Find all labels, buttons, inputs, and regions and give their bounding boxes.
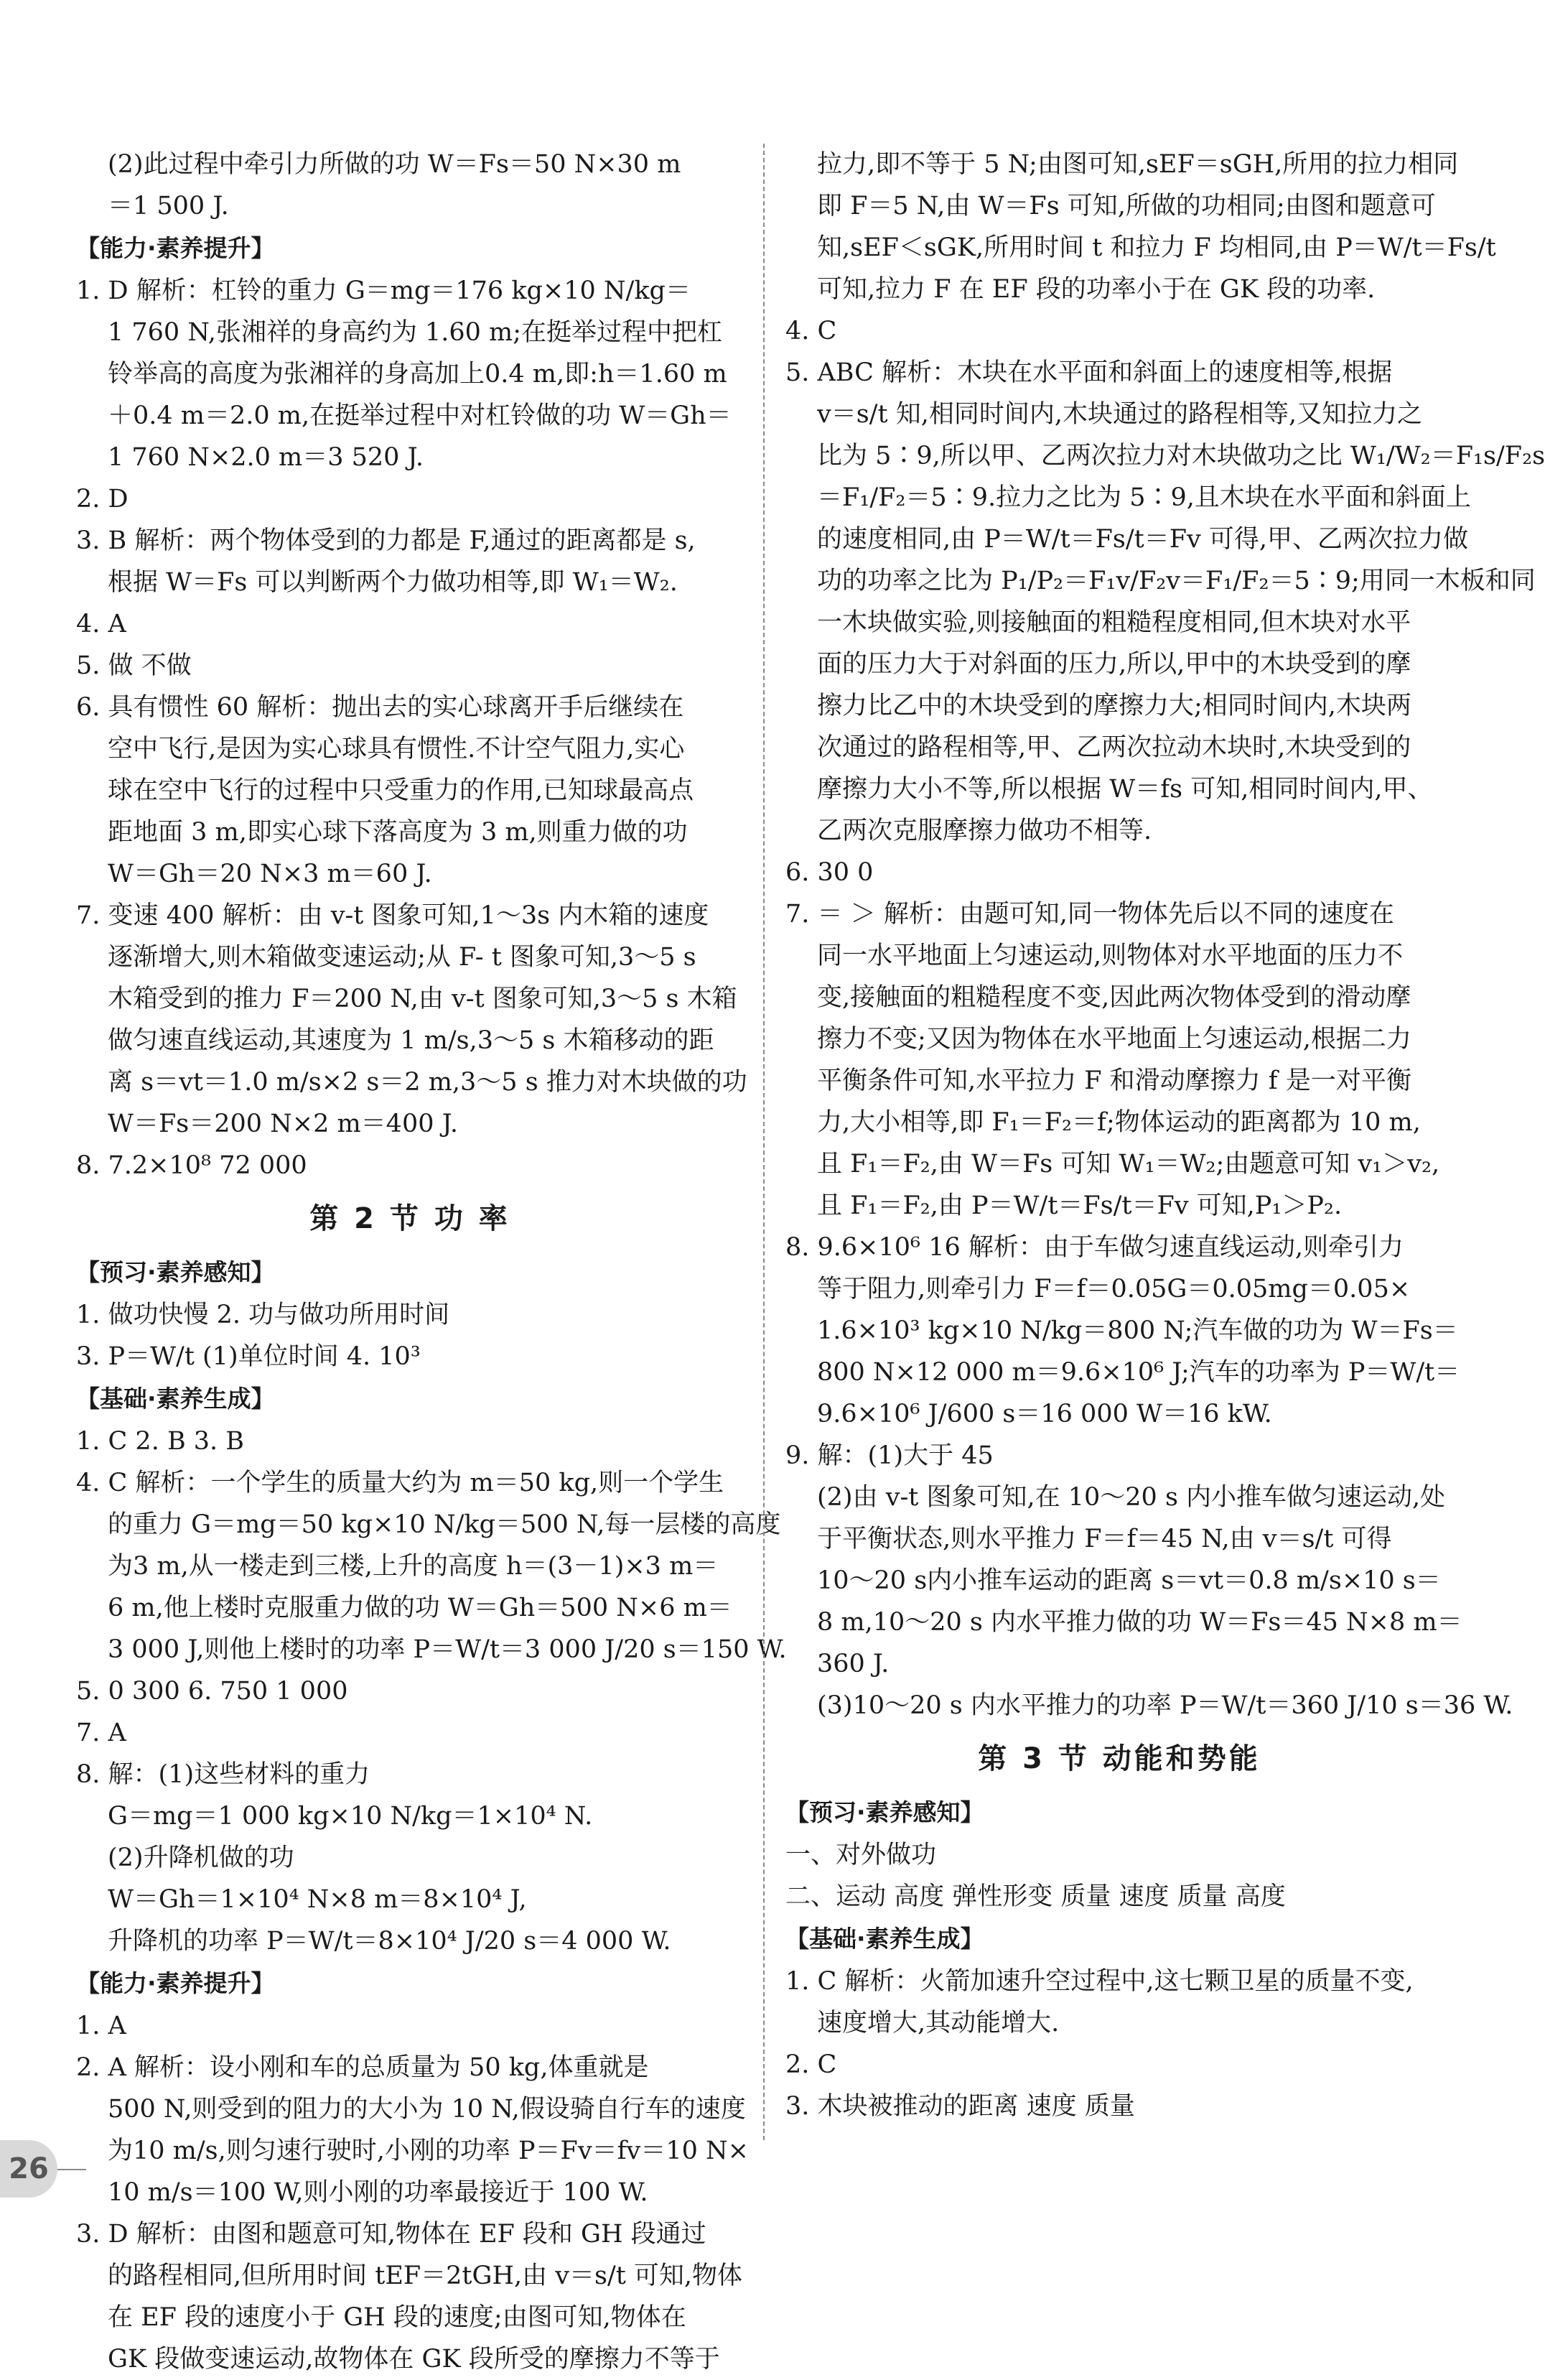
answer-line: 空中飞行,是因为实心球具有惯性.不计空气阻力,实心	[108, 735, 685, 763]
answer-line: 的路程相同,但所用时间 tEF＝2tGH,由 v＝s/t 可知,物体	[108, 2262, 743, 2290]
answer-line: 4. A	[76, 610, 126, 638]
answer-line: 4. C 解析：一个学生的质量大约为 m＝50 kg,则一个学生	[76, 1469, 724, 1497]
answer-line: 7. ＝ ＞ 解析：由题可知,同一物体先后以不同的速度在	[785, 900, 1394, 929]
answer-line: 可知,拉力 F 在 EF 段的功率小于在 GK 段的功率.	[817, 275, 1376, 304]
answer-line: 且 F₁＝F₂,由 P＝W/t＝Fs/t＝Fv 可知,P₁＞P₂.	[817, 1191, 1343, 1220]
answer-line: 为3 m,从一楼走到三楼,上升的高度 h＝(3－1)×3 m＝	[108, 1552, 719, 1581]
answer-line: 6 m,他上楼时克服重力做的功 W＝Gh＝500 N×6 m＝	[108, 1594, 732, 1622]
answer-line: 力,大小相等,即 F₁＝F₂＝f;物体运动的距离都为 10 m,	[817, 1108, 1421, 1137]
answer-line: 次通过的路程相等,甲、乙两次拉动木块时,木块受到的	[817, 733, 1411, 762]
answer-line: 功的功率之比为 P₁/P₂＝F₁v/F₂v＝F₁/F₂＝5∶9;用同一木板和同	[817, 567, 1536, 595]
answer-line: 1. 做功快慢 2. 功与做功所用时间	[76, 1301, 450, 1329]
answer-line: 5. 0 300 6. 750 1 000	[76, 1677, 348, 1706]
answer-line: 二、运动 高度 弹性形变 质量 速度 质量 高度	[785, 1882, 1286, 1911]
answer-line: 于平衡状态,则水平推力 F＝f＝45 N,由 v＝s/t 可得	[817, 1525, 1392, 1553]
left-column	[76, 144, 787, 2380]
answer-line: 平衡条件可知,水平拉力 F 和滑动摩擦力 f 是一对平衡	[817, 1066, 1411, 1095]
answer-line: 8. 9.6×10⁶ 16 解析：由于车做匀速直线运动,则牵引力	[785, 1233, 1404, 1262]
section-heading: 【基础·素养生成】	[76, 1385, 275, 1413]
answer-line: 1. C 解析：火箭加速升空过程中,这七颗卫星的质量不变,	[785, 1967, 1414, 1996]
answer-line: 球在空中飞行的过程中只受重力的作用,已知球最高点	[108, 776, 694, 805]
page-number: 26	[0, 2140, 57, 2198]
answer-line: 乙两次克服摩擦力做功不相等.	[817, 817, 1152, 845]
answer-line: 根据 W＝Fs 可以判断两个力做功相等,即 W₁＝W₂.	[108, 568, 678, 597]
section-title: 第 3 节 动能和势能	[978, 1742, 1261, 1775]
answer-line: 比为 5∶9,所以甲、乙两次拉力对木块做功之比 W₁/W₂＝F₁s/F₂s	[817, 442, 1545, 470]
answer-line: 1 760 N,张湘祥的身高约为 1.60 m;在挺举过程中把杠	[108, 318, 722, 347]
answer-line: (2)此过程中牵引力所做的功 W＝Fs＝50 N×30 m	[108, 150, 681, 179]
answer-line: 知,sEF＜sGK,所用时间 t 和拉力 F 均相同,由 P＝W/t＝Fs/t	[817, 233, 1496, 262]
section-title: 第 2 节 功 率	[309, 1202, 510, 1235]
answer-line: 逐渐增大,则木箱做变速运动;从 F- t 图象可知,3～5 s	[108, 943, 696, 972]
answer-line: 等于阻力,则牵引力 F＝f＝0.05G＝0.05mg＝0.05×	[817, 1275, 1411, 1303]
answer-line: 离 s＝vt＝1.0 m/s×2 s＝2 m,3～5 s 推力对木块做的功	[108, 1068, 747, 1097]
answer-line: 木箱受到的推力 F＝200 N,由 v-t 图象可知,3～5 s 木箱	[108, 985, 737, 1013]
answer-line: 4. C	[785, 317, 837, 345]
answer-line: 1 760 N×2.0 m＝3 520 J.	[108, 443, 424, 472]
answer-line: W＝Gh＝20 N×3 m＝60 J.	[108, 860, 432, 888]
answer-line: 擦力不变;又因为物体在水平地面上匀速运动,根据二力	[817, 1025, 1411, 1054]
answer-line: 3. B 解析：两个物体受到的力都是 F,通过的距离都是 s,	[76, 526, 696, 555]
answer-line: 即 F＝5 N,由 W＝Fs 可知,所做的功相同;由图和题意可	[817, 192, 1436, 220]
answer-line: 2. A 解析：设小刚和车的总质量为 50 kg,体重就是	[76, 2053, 649, 2082]
answer-line: 10 m/s＝100 W,则小刚的功率最接近于 100 W.	[108, 2178, 648, 2207]
answer-line: 9. 解：(1)大于 45	[785, 1441, 994, 1470]
answer-line: 速度增大,其动能增大.	[817, 2009, 1060, 2037]
answer-line: 3. D 解析：由图和题意可知,物体在 EF 段和 GH 段通过	[76, 2220, 706, 2249]
section-heading: 【能力·素养提升】	[76, 234, 275, 262]
answer-line: 2. C	[785, 2050, 837, 2079]
answer-line: 的重力 G＝mg＝50 kg×10 N/kg＝500 N,每一层楼的高度	[108, 1510, 781, 1539]
answer-line: (2)升降机做的功	[108, 1844, 294, 1872]
answer-line: 1. D 解析：杠铃的重力 G＝mg＝176 kg×10 N/kg＝	[76, 276, 691, 305]
answer-line: 6. 具有惯性 60 解析：抛出去的实心球离开手后继续在	[76, 693, 684, 722]
answer-line: 擦力比乙中的木块受到的摩擦力大;相同时间内,木块两	[817, 692, 1411, 720]
answer-line: (2)由 v-t 图象可知,在 10～20 s 内小推车做匀速运动,处	[817, 1483, 1446, 1512]
answer-line: 1. C 2. B 3. B	[76, 1427, 245, 1456]
answer-line: 铃举高的高度为张湘祥的身高加上0.4 m,即:h＝1.60 m	[108, 360, 727, 389]
section-heading: 【预习·素养感知】	[785, 1798, 984, 1826]
answer-line: 8 m,10～20 s 内水平推力做的功 W＝Fs＝45 N×8 m＝	[817, 1608, 1462, 1637]
answer-line: GK 段做变速运动,故物体在 GK 段所受的摩擦力不等于	[108, 2345, 720, 2374]
answer-line: 做匀速直线运动,其速度为 1 m/s,3～5 s 木箱移动的距	[108, 1026, 714, 1055]
answer-line: G＝mg＝1 000 kg×10 N/kg＝1×10⁴ N.	[108, 1802, 593, 1831]
answer-line: 8. 7.2×10⁸ 72 000	[76, 1151, 307, 1180]
answer-line: 10～20 s内小推车运动的距离 s＝vt＝0.8 m/s×10 s＝	[817, 1566, 1441, 1595]
answer-line: 为10 m/s,则匀速行驶时,小刚的功率 P＝Fv＝fv＝10 N×	[108, 2137, 749, 2165]
answer-line: 9.6×10⁶ J/600 s＝16 000 W＝16 kW.	[817, 1400, 1272, 1428]
answer-line: 7. 变速 400 解析：由 v-t 图象可知,1～3s 内木箱的速度	[76, 901, 709, 930]
answer-line: 升降机的功率 P＝W/t＝8×10⁴ J/20 s＝4 000 W.	[108, 1927, 671, 1956]
section-heading: 【基础·素养生成】	[785, 1925, 984, 1953]
answer-line: W＝Gh＝1×10⁴ N×8 m＝8×10⁴ J,	[108, 1885, 527, 1914]
answer-line: 800 N×12 000 m＝9.6×10⁶ J;汽车的功率为 P＝W/t＝	[817, 1358, 1460, 1387]
answer-line: 5. ABC 解析：木块在水平面和斜面上的速度相等,根据	[785, 358, 1393, 387]
answer-line: 1.6×10³ kg×10 N/kg＝800 N;汽车做的功为 W＝Fs＝	[817, 1316, 1458, 1345]
column-divider	[763, 144, 765, 2140]
answer-line: 3 000 J,则他上楼时的功率 P＝W/t＝3 000 J/20 s＝150 W.	[108, 1635, 787, 1664]
answer-line: (3)10～20 s 内水平推力的功率 P＝W/t＝360 J/10 s＝36 W.	[817, 1691, 1513, 1720]
answer-line: 且 F₁＝F₂,由 W＝Fs 可知 W₁＝W₂;由题意可知 v₁＞v₂,	[817, 1150, 1440, 1179]
answer-line: 在 EF 段的速度小于 GH 段的速度;由图可知,物体在	[108, 2303, 686, 2332]
answer-line: 面的压力大于对斜面的压力,所以,甲中的木块受到的摩	[817, 650, 1411, 679]
answer-line: 一木块做实验,则接触面的粗糙程度相同,但木块对水平	[817, 608, 1411, 637]
answer-line: 摩擦力大小不等,所以根据 W＝fs 可知,相同时间内,甲、	[817, 775, 1433, 804]
answer-line: 拉力,即不等于 5 N;由图可知,sEF＝sGH,所用的拉力相同	[817, 150, 1459, 179]
answer-line: 6. 30 0	[785, 858, 874, 887]
answer-line: 1. A	[76, 2012, 126, 2040]
answer-line: 3. 木块被推动的距离 速度 质量	[785, 2092, 1135, 2121]
answer-line: 2. D	[76, 485, 129, 513]
answer-line: 500 N,则受到的阻力的大小为 10 N,假设骑自行车的速度	[108, 2095, 746, 2124]
section-heading: 【能力·素养提升】	[76, 1969, 275, 1997]
right-column	[785, 144, 1545, 2127]
answer-line: ＝1 500 J.	[108, 192, 229, 220]
section-heading: 【预习·素养感知】	[76, 1258, 275, 1286]
answer-line: v＝s/t 知,相同时间内,木块通过的路程相等,又知拉力之	[817, 400, 1423, 429]
answer-line: 360 J.	[817, 1650, 890, 1678]
answer-line: 距地面 3 m,即实心球下落高度为 3 m,则重力做的功	[108, 818, 688, 847]
answer-line: 8. 解：(1)这些材料的重力	[76, 1760, 370, 1789]
answer-line: ＋0.4 m＝2.0 m,在挺举过程中对杠铃做的功 W＝Gh＝	[108, 401, 732, 430]
answer-line: ＝F₁/F₂＝5∶9.拉力之比为 5∶9,且木块在水平面和斜面上	[817, 483, 1471, 512]
answer-line: W＝Fs＝200 N×2 m＝400 J.	[108, 1110, 459, 1138]
answer-line: 7. A	[76, 1719, 126, 1747]
answer-line: 变,接触面的粗糙程度不变,因此两次物体受到的滑动摩	[817, 983, 1411, 1012]
answer-line: 同一水平地面上匀速运动,则物体对水平地面的压力不	[817, 942, 1404, 970]
answer-line: 5. 做 不做	[76, 651, 192, 680]
page-number-rule	[57, 2169, 86, 2170]
answer-line: 一、对外做功	[785, 1841, 937, 1869]
answer-line: 3. P＝W/t (1)单位时间 4. 10³	[76, 1342, 421, 1371]
answer-line: 的速度相同,由 P＝W/t＝Fs/t＝Fv 可得,甲、乙两次拉力做	[817, 525, 1469, 554]
